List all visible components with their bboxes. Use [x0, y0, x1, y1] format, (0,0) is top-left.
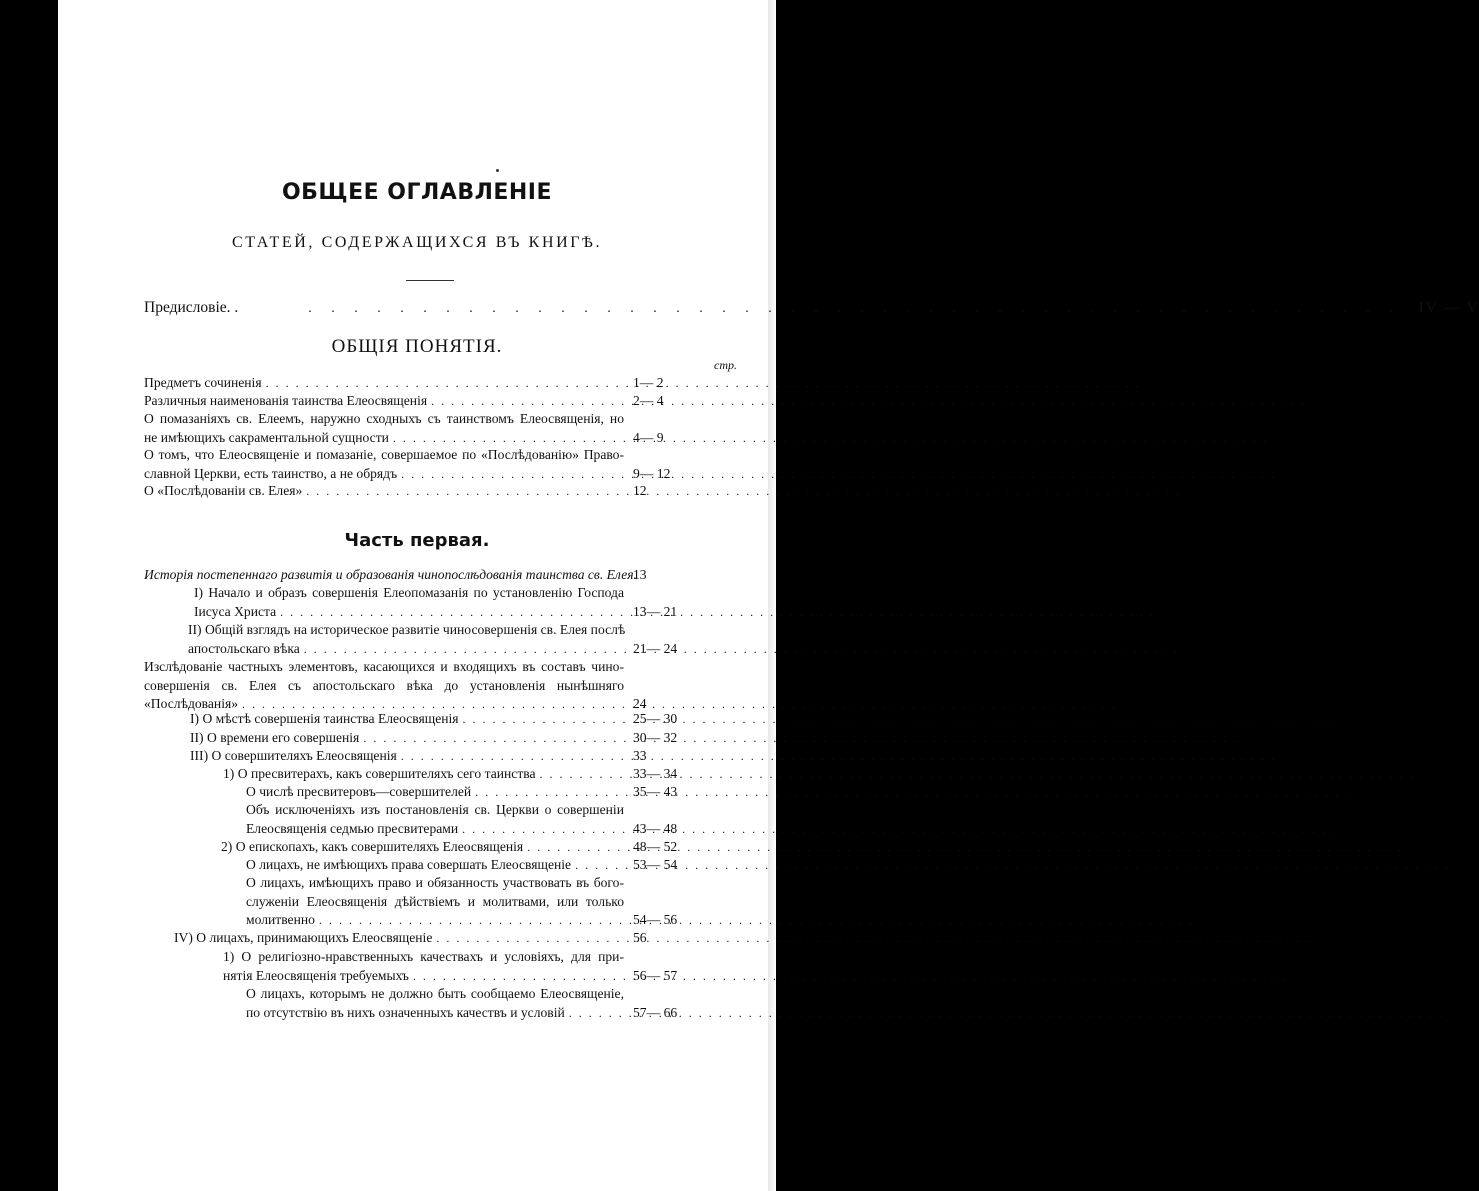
entry-line [246, 874, 624, 893]
entry-text: О лицахъ, имѣющихъ право и обязанность участвовать въ бого- [246, 875, 624, 890]
page-range: 33 [633, 748, 647, 763]
dot-leader [436, 929, 1311, 948]
entry-line [190, 747, 624, 766]
entry-text: I) О мѣстѣ совершенія таинства Елеосвященія [190, 711, 459, 726]
page-range: 1— 2 [633, 375, 664, 390]
page-range: 30— 32 [633, 730, 678, 745]
entry-text: служеніи Елеосвященія дѣйствіемъ и молитвами, или только [246, 893, 624, 909]
entry-line [223, 967, 624, 986]
entry-line [144, 566, 637, 585]
dot-leader [363, 729, 1238, 748]
entry-text: 2) О епископахъ, какъ совершителяхъ Елеосвященія [221, 839, 524, 854]
title-separator [406, 280, 454, 281]
entry-text: Объ исключеніяхъ изъ постановленія св. Церкви о совершеніи [246, 802, 624, 817]
entry-text: не имѣющихъ сакраментальной сущности [144, 429, 389, 445]
dot-leader [462, 820, 1337, 839]
general-entry [144, 482, 647, 501]
preface-leader: . . . . . . . . . . . . . . . . . . . . . . . . . . . . . . . . . . . . . . . . . . . . . . . . [308, 301, 1401, 316]
page-range: 12 [633, 483, 647, 498]
entry-line [144, 482, 624, 501]
page-range: 56— 57 [633, 967, 678, 983]
page-range: 21— 24 [633, 640, 678, 656]
dot-leader [569, 1004, 1444, 1023]
entry-line [246, 801, 624, 820]
entry-text: 1) О пресвитерахъ, какъ совершителяхъ сего таинства [223, 766, 536, 781]
page-range: 24 [633, 696, 647, 711]
page-range: 13— 21 [633, 603, 678, 619]
section-title-general: ОБЩІЯ ПОНЯТІЯ. [331, 336, 503, 357]
entry-text: О томъ, что Елеосвященіе и помазаніе, совершаемое по «Послѣдованію» Право- [144, 447, 624, 462]
general-entry [144, 446, 671, 483]
subtitle: СТАТЕЙ, СОДЕРЖАЩИХСЯ ВЪ КНИГѢ. [231, 234, 603, 251]
dot-leader [401, 747, 1276, 766]
dot-leader [413, 967, 1288, 986]
page-range: 2— 4 [633, 393, 664, 408]
entry-line [246, 985, 624, 1004]
entry-text: О помазаніяхъ св. Елеемъ, наружно сходныхъ съ таинствомъ Елеосвященія, но [144, 411, 624, 426]
dot-leader [266, 374, 1141, 393]
main-title: ОБЩЕЕ ОГЛАВЛЕНІЕ [281, 180, 553, 205]
part-one-entry [190, 729, 678, 748]
page-range: 25— 30 [633, 711, 678, 726]
dot-leader [475, 783, 1350, 802]
page-range: 13 [633, 567, 647, 582]
entry-text: III) О совершителяхъ Елеосвященія [190, 748, 397, 763]
entry-line [188, 621, 624, 640]
part-one-entry [246, 985, 678, 1022]
entry-text: 1) О религіозно-нравственныхъ качествахъ и условіяхъ, для при- [223, 949, 624, 964]
entry-text: Предметъ сочиненія [144, 375, 262, 390]
entry-text: Елеосвященія седмью пресвитерами [246, 820, 459, 836]
entry-line [221, 838, 624, 857]
print-speck [496, 169, 499, 172]
entry-line [246, 1004, 624, 1023]
entry-text: О лицахъ, которымъ не должно быть сообщаемо Елеосвященіе, [246, 986, 624, 1001]
part-one-entry [223, 948, 678, 985]
part-one-entry [246, 874, 678, 930]
entry-line [223, 948, 624, 967]
page-range: 43— 48 [633, 820, 678, 836]
part-one-entry [221, 838, 678, 857]
entry-line [190, 710, 624, 729]
entry-line [144, 392, 624, 411]
part-one-entry [190, 747, 647, 766]
entry-text: совершенія св. Елея съ апостольскаго вѣка до установленія нынѣшняго [144, 677, 624, 693]
entry-text: Іисуса Христа [194, 603, 277, 619]
part-one-entry [246, 783, 678, 802]
entry-text: II) Общій взглядъ на историческое развитіе чиносовершенія св. Елея послѣ [188, 622, 626, 637]
page-range: 56 [633, 930, 647, 945]
part-one-title: Часть первая. [344, 530, 490, 551]
entry-line [144, 465, 624, 484]
entry-text: по отсутствію въ нихъ означенныхъ качествъ и условій [246, 1004, 565, 1020]
entry-line [174, 929, 624, 948]
book-page [58, 0, 1479, 1191]
entry-text: О «Послѣдованіи св. Елея» [144, 483, 303, 498]
entry-text: Изслѣдованіе частныхъ элементовъ, касающихся и входящихъ въ составъ чино- [144, 659, 624, 674]
page-range: 35— 43 [633, 784, 678, 799]
entry-line [194, 603, 624, 622]
dot-leader [431, 392, 1306, 411]
entry-line [188, 640, 624, 659]
dot-leader [319, 911, 1194, 930]
part-one-entry [174, 929, 647, 948]
entry-line [246, 893, 624, 912]
entry-line [144, 658, 624, 677]
entry-line [190, 729, 624, 748]
dot-leader [306, 482, 1181, 501]
entry-text: апостольскаго вѣка [188, 640, 300, 656]
preface-label: Предисловіе. . [144, 299, 239, 316]
entry-text: IV) О лицахъ, принимающихъ Елеосвященіе [174, 930, 433, 945]
dot-leader [304, 640, 1179, 659]
entry-line [246, 783, 624, 802]
page-range: 48— 52 [633, 839, 678, 854]
part-one-entry [144, 658, 647, 714]
entry-text: славной Церкви, есть таинство, а не обрядъ [144, 465, 398, 481]
entry-line [144, 677, 624, 696]
general-entry [144, 374, 664, 393]
preface-pages: IV — V [1418, 300, 1479, 316]
dot-leader [575, 856, 1450, 875]
entry-text: молитвенно [246, 912, 315, 927]
dot-leader [401, 465, 1276, 484]
entry-line [223, 765, 624, 784]
entry-line [194, 584, 624, 603]
part-one-entry [246, 801, 678, 838]
entry-line [246, 820, 624, 839]
entry-text: «Послѣдованія» [144, 696, 239, 711]
entry-line [144, 429, 624, 448]
part-one-entry [223, 765, 678, 784]
general-entry [144, 392, 664, 411]
entry-text: Исторія постепеннаго развитія и образованія чинопослѣдованія таинства св. Елея. [144, 567, 637, 582]
entry-line [144, 446, 624, 465]
part-one-entry [144, 566, 647, 585]
page-range: 9— 12 [633, 465, 671, 481]
entry-line [246, 911, 624, 930]
page-range: 54— 56 [633, 912, 678, 927]
part-one-entry [188, 621, 678, 658]
entry-text: О числѣ пресвитеровъ—совершителей [246, 784, 472, 799]
entry-text: О лицахъ, не имѣющихъ права совершать Елеосвященіе [246, 857, 572, 872]
part-one-entry [190, 710, 678, 729]
entry-text: нятія Елеосвященія требуемыхъ [223, 967, 409, 983]
general-entry [144, 410, 664, 447]
entry-line [246, 856, 624, 875]
page-range: 53— 54 [633, 857, 678, 872]
dot-leader [463, 710, 1338, 729]
entry-text: I) Начало и образъ совершенія Елеопомазанія по установленію Господа [194, 585, 624, 600]
entry-line [144, 374, 624, 393]
entry-text: Различныя наименованія таинства Елеосвященія [144, 393, 428, 408]
pages-column-label: стр. [714, 358, 737, 372]
dot-leader [393, 429, 1268, 448]
part-one-entry [246, 856, 678, 875]
page-range: 4— 9 [633, 429, 664, 445]
page-range: 57— 66 [633, 1004, 678, 1020]
dot-leader [280, 603, 1155, 622]
part-one-entry [194, 584, 678, 621]
entry-text: II) О времени его совершенія [190, 730, 360, 745]
page-range: 33— 34 [633, 766, 678, 781]
entry-line [144, 410, 624, 429]
preface-entry [144, 299, 1479, 317]
